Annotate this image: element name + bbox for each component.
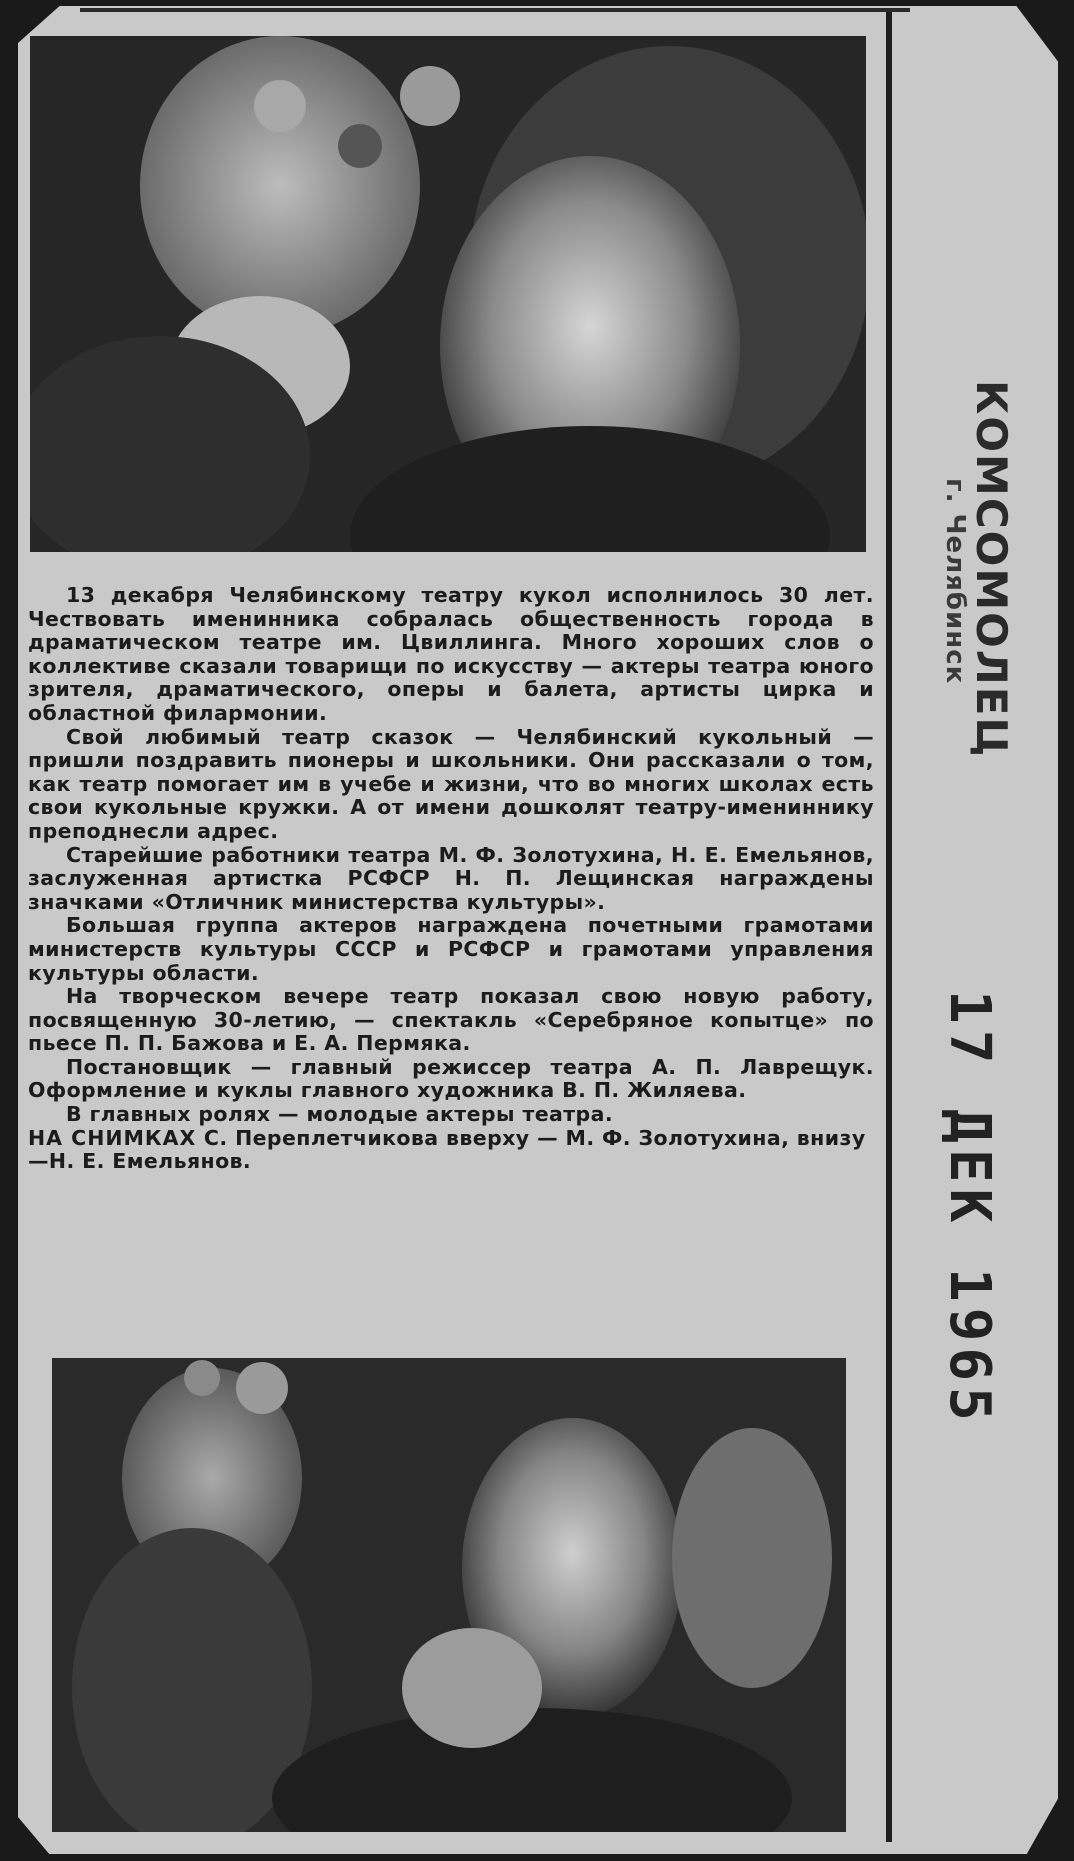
article-paragraph: Свой любимый театр сказок — Челябинский кукольный — пришли поздравить пионеры и школьники. Они рассказали о том, как театр помогает им в учебе и жизни, что во многих школах есть свои кукольные кружки. А от имени дошколят театру-имениннику преподнесли адрес. xyxy=(28,724,874,843)
caption-lead: НА СНИМКАХ xyxy=(28,1125,197,1150)
article-paragraph: Постановщик — главный режиссер театра А. П. Лаврещук. Оформление и куклы главного художника В. П. Жиляева. xyxy=(28,1054,874,1103)
newspaper-stamp: КОМСОМОЛЕЦ xyxy=(967,380,1016,759)
article-body xyxy=(28,584,874,1174)
article-paragraph: Большая группа актеров награждена почетными грамотами министерств культуры СССР и РСФСР и грамотами управления культуры области. xyxy=(28,913,874,985)
article-paragraph: В главных ролях — молодые актеры театра. xyxy=(66,1102,614,1127)
column-divider xyxy=(886,12,892,1842)
top-rule xyxy=(80,8,910,12)
article-paragraph: Старейшие работники театра М. Ф. Золотухина, Н. Е. Емельянов, заслуженная артистка РСФСР Н. П. Лещинская награждены значками «Отличник министерства культуры». xyxy=(28,842,874,914)
photo-top xyxy=(30,36,866,552)
article-paragraph: На творческом вечере театр показал свою новую работу, посвященную 30-летию, — спектакль «Серебряное копытце» по пьесе П. П. Бажова и Е. А. Пермяка. xyxy=(28,984,874,1056)
photo-bottom-image xyxy=(52,1358,846,1832)
article-paragraph: 13 декабря Челябинскому театру кукол исполнилось 30 лет. Чествовать именинника собралась общественность города в драматическом театре им. Цвиллинга. Много хороших слов о коллективе сказали товарищи по искусству — актеры театра юного зрителя, драматического, оперы и балета, артисты цирка и областной филармонии. xyxy=(28,583,874,725)
photo-top-image xyxy=(30,36,866,552)
photo-bottom xyxy=(52,1358,846,1832)
photo-caption xyxy=(28,1127,874,1174)
date-stamp: 17 ДЕК 1965 xyxy=(937,990,1002,1427)
caption-text: С. Переплетчикова вверху — М. Ф. Золотухина, внизу—Н. Е. Емельянов. xyxy=(28,1125,866,1174)
city-stamp: г. Челябинск xyxy=(940,478,970,685)
